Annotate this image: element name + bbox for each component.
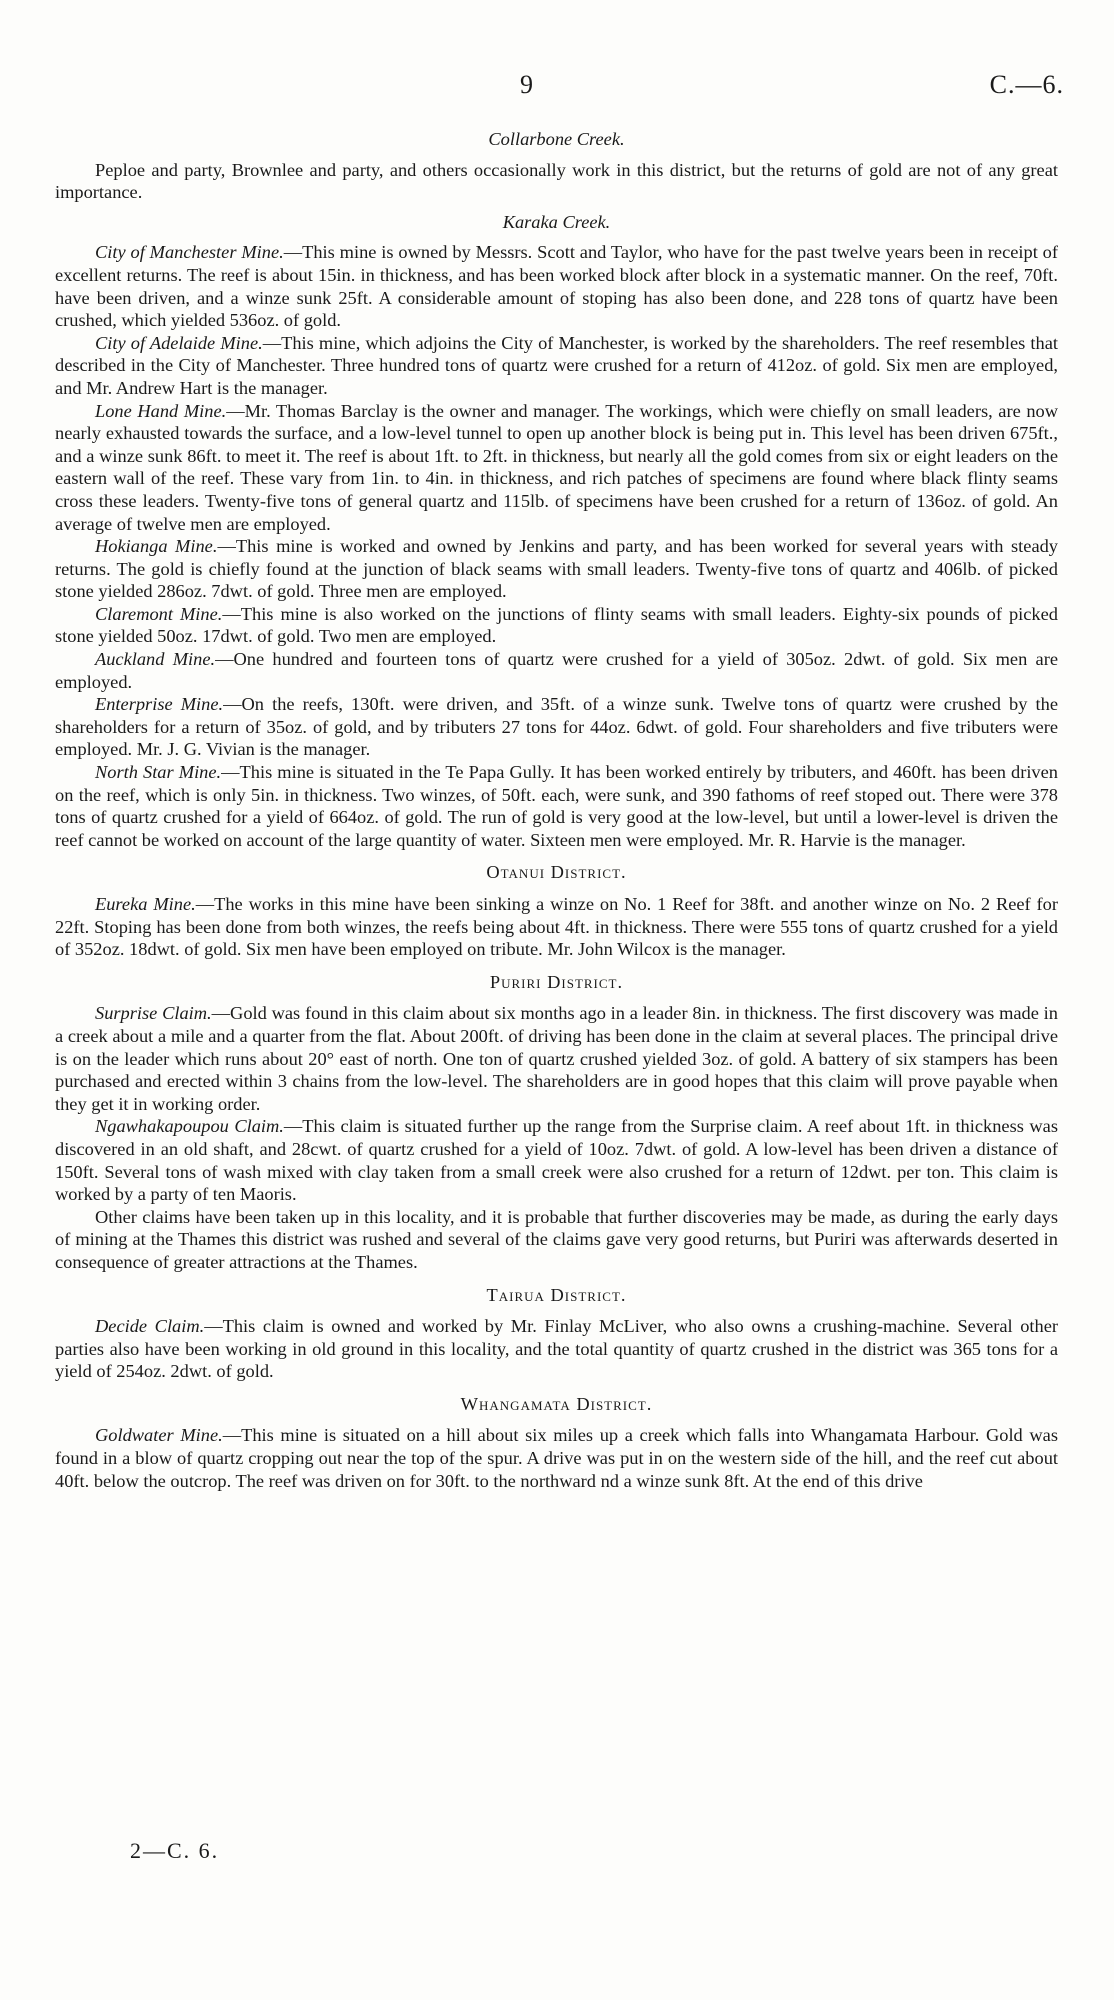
paragraph (55, 332, 1058, 400)
paragraph (55, 893, 1058, 961)
paragraph-text: —Mr. Thomas Barclay is the owner and manager. The workings, which were chiefly on small leaders, are now nearly exhausted towards the surface, and a low-level tunnel to open up another block is being put in. This level has been driven 675ft., and a winze sunk 86ft. to meet it. The reef is about 1ft. to 2ft. in thickness, but nearly all the gold comes from six or eight leaders on the eastern wall of the reef. These vary from 1in. to 4in. in thickness, and rich patches of specimens are found where black flinty seams cross these leaders. Twenty-five tons of general quartz and 115lb. of specimens have been crushed for a return of 136oz. of gold. An average of twelve men are employed. (55, 400, 1058, 534)
paragraph (55, 761, 1058, 851)
mine-name: Auckland Mine. (95, 649, 216, 670)
mine-name: North Star Mine. (95, 762, 222, 783)
mine-name: Enterprise Mine. (95, 694, 224, 715)
paragraph-text: —This mine, which adjoins the City of Manchester, is worked by the shareholders. The reef resembles that described in the City of Manchester. Three hundred tons of quartz were crushed for a return of 412oz. of gold. Six men are employed, and Mr. Andrew Hart is the manager. (55, 332, 1058, 398)
mine-name: Lone Hand Mine. (95, 400, 227, 421)
paragraph (55, 159, 1058, 204)
paragraph (55, 241, 1058, 331)
mine-name: Ngawhakapoupou Claim. (95, 1116, 284, 1137)
paragraph (55, 1115, 1058, 1205)
paragraph (55, 535, 1058, 603)
paragraph (55, 1315, 1058, 1383)
paragraph (55, 400, 1058, 536)
section-heading: Karaka Creek. (502, 211, 611, 232)
paragraph-text: —This mine is owned by Messrs. Scott and Taylor, who have for the past twelve years been in receipt of excellent returns. The reef is about 15in. in thickness, and has been worked block after block in a systematic manner. On the reef, 70ft. have been driven, and a winze sunk 25ft. A considerable amount of stoping has also been done, and 228 tons of quartz have been crushed, which yielded 536oz. of gold. (55, 242, 1059, 331)
page-number: 9 (520, 70, 534, 99)
section-heading: Tairua District. (486, 1284, 627, 1305)
paragraph-text: —This mine is situated on a hill about six miles up a creek which falls into Whangamata Harbour. Gold was found in a blow of quartz cropping out near the top of the spur. A drive was put in on the western side of the hill, and the reef cut about 40ft. below the outcrop. The reef was driven on for 30ft. to the northward nd a winze sunk 8ft. At the end of this drive (55, 1425, 1058, 1491)
section-heading: Otanui District. (486, 862, 627, 883)
paragraph-text: Peploe and party, Brownlee and party, and others occasionally work in this district, but the returns of gold are not of any great importance. (55, 159, 1058, 203)
document-body (55, 122, 1058, 1499)
paragraph-text: —The works in this mine have been sinking a winze on No. 1 Reef for 38ft. and another winze on No. 2 Reef for 22ft. Stoping has been done from both winzes, the reefs being about 4ft. in thickness. There were 555 tons of quartz crushed for a yield of 352oz. 18dwt. of gold. Six men have been employed on tribute. Mr. John Wilcox is the manager. (55, 894, 1058, 960)
paragraph (55, 603, 1058, 648)
mine-name: Eureka Mine. (95, 894, 196, 914)
printer-signature: 2—C. 6. (130, 1838, 220, 1863)
paragraph (55, 648, 1058, 693)
paragraph-text: Other claims have been taken up in this locality, and it is probable that further discoveries may be made, as during the early days of mining at the Thames this district was rushed and several of the claims gave very good returns, but Puriri was afterwards deserted in consequence of greater attractions at the Thames. (55, 1206, 1058, 1272)
paragraph-text: —This claim is owned and worked by Mr. Finlay McLiver, who also owns a crushing-machine. Several other parties also have been working in old ground in this locality, and the total quantity of quartz crushed in the district was 365 tons for a yield of 254oz. 2dwt. of gold. (55, 1316, 1058, 1382)
paragraph-text: —Gold was found in this claim about six months ago in a leader 8in. in thickness. The first discovery was made in a creek about a mile and a quarter from the flat. About 200ft. of driving has been done in the claim at several places. The principal drive is on the leader which runs about 20° east of north. One ton of quartz crushed yielded 3oz. of gold. A battery of six stampers has been purchased and erected within 3 chains from the low-level. The shareholders are in good hopes that this claim will prove payable when they get it in working order. (55, 1003, 1058, 1114)
paragraph-text: —One hundred and fourteen tons of quartz were crushed for a yield of 305oz. 2dwt. of gold. Six men are employed. (55, 649, 1058, 692)
mine-name: Hokianga Mine. (95, 536, 218, 557)
paragraph-text: —On the reefs, 130ft. were driven, and 35ft. of a winze sunk. Twelve tons of quartz were crushed by the shareholders for a return of 35oz. of gold, and by tributers 27 tons for 44oz. 6dwt. of gold. Four shareholders and five tributers were employed. Mr. J. G. Vivian is the manager. (55, 694, 1058, 760)
document-reference: C.—6. (989, 70, 1064, 99)
mine-name: City of Adelaide Mine. (95, 332, 263, 353)
paragraph (55, 1206, 1058, 1274)
mine-name: Goldwater Mine. (95, 1425, 223, 1446)
mine-name: City of Manchester Mine. (95, 242, 284, 263)
paragraph-text: —This mine is also worked on the junctions of flinty seams with small leaders. Eighty-six pounds of picked stone yielded 50oz. 17dwt. of gold. Two men are employed. (55, 603, 1058, 647)
section-heading: Collarbone Creek. (488, 129, 625, 149)
mine-name: Decide Claim. (95, 1316, 205, 1337)
paragraph-text: —This claim is situated further up the range from the Surprise claim. A reef about 1ft. in thickness was discovered in an old shaft, and 28cwt. of quartz crushed for a yield of 10oz. 7dwt. of gold. A low-level has been driven a distance of 150ft. Several tons of wash mixed with clay taken from a small creek were also crushed for a return of 12dwt. per ton. This claim is worked by a party of ten Maoris. (55, 1116, 1058, 1205)
mine-name: Claremont Mine. (95, 603, 223, 624)
paragraph (55, 1002, 1058, 1115)
paragraph (55, 1424, 1058, 1492)
mine-name: Surprise Claim. (95, 1003, 212, 1024)
section-heading: Whangamata District. (460, 1393, 653, 1414)
paragraph (55, 693, 1058, 761)
section-heading: Puriri District. (489, 971, 624, 992)
paragraph-text: —This mine is situated in the Te Papa Gully. It has been worked entirely by tributers, and 460ft. has been driven on the reef, which is only 5in. in thickness. Two winzes, of 50ft. each, were sunk, and 390 fathoms of reef stoped out. There were 378 tons of quartz crushed for a yield of 664oz. of gold. The run of gold is very good at the low-level, but until a lower-level is driven the reef cannot be worked on account of the large quantity of water. Sixteen men were employed. Mr. R. Harvie is the manager. (55, 762, 1058, 850)
paragraph-text: —This mine is worked and owned by Jenkins and party, and has been worked for several years with steady returns. The gold is chiefly found at the junction of black seams with small leaders. Twenty-five tons of quartz and 406lb. of picked stone yielded 286oz. 7dwt. of gold. Three men are employed. (55, 536, 1058, 602)
